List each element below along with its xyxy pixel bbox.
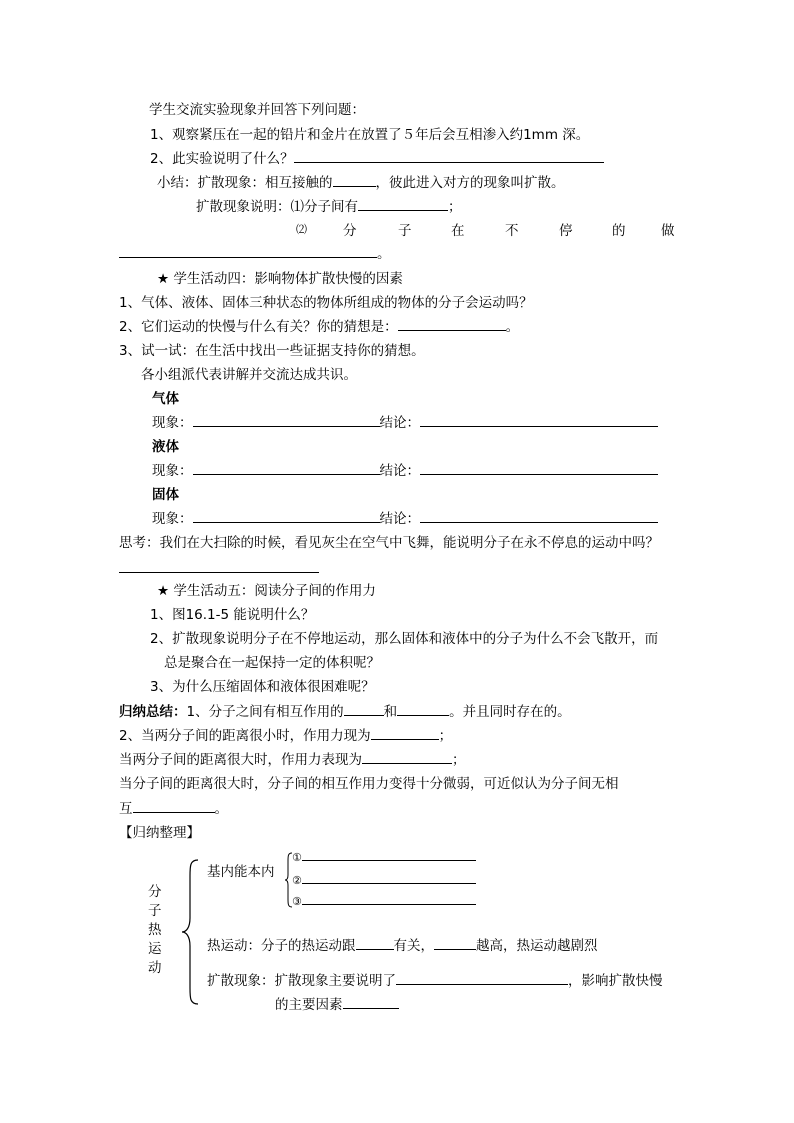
solid-heading: 固体 bbox=[152, 487, 179, 503]
basic-label: 基内能本内 bbox=[207, 864, 275, 880]
solid-row bbox=[152, 510, 658, 528]
summary-5 bbox=[119, 800, 228, 818]
thermal-text-c: 越高，热运动越剧烈 bbox=[476, 938, 598, 954]
interaction-blank[interactable] bbox=[133, 800, 215, 813]
explain-char-3: 在 bbox=[451, 223, 465, 239]
explain-num-2: ⑵ bbox=[296, 223, 307, 236]
summary-1-text-a: 1、分子之间有相互作用的 bbox=[186, 704, 344, 720]
diffusion-blank-1[interactable] bbox=[396, 972, 568, 985]
summary-1 bbox=[119, 703, 571, 721]
activity-4-title: ★ 学生活动四：影响物体扩散快慢的因素 bbox=[157, 271, 403, 287]
explain-char-2: 子 bbox=[398, 223, 412, 239]
num-2: ② bbox=[292, 874, 302, 887]
question-1: 1、观察紧压在一起的铅片和金片在放置了５年后会互相渗入约1mm 深。 bbox=[150, 127, 590, 143]
far-force-blank[interactable] bbox=[362, 751, 452, 764]
organize-title: 【归纳整理】 bbox=[119, 825, 200, 841]
solid-phenomenon-blank[interactable] bbox=[193, 510, 380, 523]
act4-question-3: 3、试一试：在生活中找出一些证据支持你的猜想。 bbox=[119, 343, 425, 359]
explain-char-5: 停 bbox=[559, 223, 573, 239]
root-char-4: 运 bbox=[148, 941, 162, 957]
explain-line-2 bbox=[119, 245, 391, 263]
liquid-conclusion-blank[interactable] bbox=[420, 462, 658, 475]
gas-phenomenon-label: 现象： bbox=[152, 415, 193, 431]
think-question: 思考：我们在大扫除的时候，看见灰尘在空气中飞舞，能说明分子在永不停息的运动中吗？ bbox=[119, 535, 659, 551]
liquid-phenomenon-label: 现象： bbox=[152, 463, 193, 479]
num-3: ③ bbox=[292, 895, 302, 908]
summary-4: 当分子间的距离很大时，分子间的相互作用力变得十分微弱，可近似认为分子间无相 bbox=[119, 776, 619, 792]
summary-2-text-a: 2、当两分子间的距离很小时，作用力现为 bbox=[119, 728, 371, 744]
diffusion-text-c: 的主要因素 bbox=[275, 997, 343, 1013]
solid-conclusion-label: 结论： bbox=[379, 511, 420, 527]
root-char-3: 热 bbox=[148, 922, 162, 938]
liquid-phenomenon-blank[interactable] bbox=[193, 462, 380, 475]
basic-item-2 bbox=[292, 871, 476, 890]
near-force-blank[interactable] bbox=[371, 727, 439, 740]
summary-2 bbox=[119, 727, 452, 745]
root-char-1: 分 bbox=[148, 884, 162, 900]
summary-3-text-b: ； bbox=[452, 752, 466, 768]
act4-q2-text: 2、它们运动的快慢与什么有关？你的猜想是： bbox=[119, 319, 398, 335]
thermal-text-a: 热运动：分子的热运动跟 bbox=[207, 938, 356, 954]
explain-line-1 bbox=[196, 198, 462, 216]
act4-question-1: 1、气体、液体、固体三种状态的物体所组成的物体的分子会运动吗？ bbox=[119, 295, 533, 311]
summary-label: 归纳总结： bbox=[119, 704, 187, 720]
gas-heading: 气体 bbox=[152, 391, 179, 407]
think-blank[interactable] bbox=[119, 560, 319, 573]
gas-row bbox=[152, 414, 658, 432]
summary-1-text-c: 。并且同时存在的。 bbox=[449, 704, 571, 720]
explain-text-a: 扩散现象说明：⑴分子间有 bbox=[196, 199, 358, 215]
liquid-row bbox=[152, 462, 658, 480]
explain-char-1: 分 bbox=[343, 223, 357, 239]
question-2-text: 2、此实验说明了什么？ bbox=[150, 151, 294, 167]
act4-note: 各小组派代表讲解并交流达成共识。 bbox=[141, 367, 357, 383]
intro-text: 学生交流实验现象并回答下列问题： bbox=[149, 102, 365, 118]
diffusion-blank-2[interactable] bbox=[343, 996, 399, 1009]
root-char-2: 子 bbox=[148, 903, 162, 919]
basic-blank-3[interactable] bbox=[302, 892, 476, 905]
thermal-blank-2[interactable] bbox=[434, 937, 476, 950]
force-blank-1[interactable] bbox=[344, 703, 384, 716]
summary-1-text-b: 和 bbox=[383, 704, 398, 720]
act5-question-1: 1、图16.1-5 能说明什么？ bbox=[150, 607, 315, 623]
liquid-conclusion-label: 结论： bbox=[379, 463, 420, 479]
explain-text-b: ； bbox=[448, 199, 462, 215]
thermal-blank-1[interactable] bbox=[356, 937, 394, 950]
summary-3-text-a: 当两分子间的距离很大时，作用力表现为 bbox=[119, 752, 362, 768]
explain-blank-1[interactable] bbox=[358, 198, 448, 211]
explain-char-6: 的 bbox=[612, 223, 626, 239]
gas-phenomenon-blank[interactable] bbox=[193, 414, 380, 427]
thermal-line bbox=[207, 937, 598, 955]
gas-conclusion-blank[interactable] bbox=[420, 414, 658, 427]
activity-5-title: ★ 学生活动五：阅读分子间的作用力 bbox=[157, 583, 376, 599]
basic-blank-2[interactable] bbox=[302, 871, 476, 884]
act5-question-3: 3、为什么压缩固体和液体很困难呢？ bbox=[150, 679, 375, 695]
root-char-5: 动 bbox=[148, 960, 162, 976]
question-2 bbox=[150, 150, 604, 168]
solid-phenomenon-label: 现象： bbox=[152, 511, 193, 527]
explain-blank-2[interactable] bbox=[119, 245, 377, 258]
diffusion-text-a: 扩散现象：扩散现象主要说明了 bbox=[207, 973, 396, 989]
summary-5-text-a: 互 bbox=[119, 801, 133, 817]
summary-blank[interactable] bbox=[333, 174, 376, 187]
act5-question-2a: 2、扩散现象说明分子在不停地运动，那么固体和液体中的分子为什么不会飞散开，而 bbox=[150, 631, 659, 647]
answer-blank[interactable] bbox=[294, 150, 604, 163]
solid-conclusion-blank[interactable] bbox=[420, 510, 658, 523]
act4-question-2 bbox=[119, 318, 519, 336]
gas-conclusion-label: 结论： bbox=[379, 415, 420, 431]
main-brace-icon bbox=[180, 858, 210, 1006]
basic-item-3 bbox=[292, 892, 476, 911]
explain-end: 。 bbox=[377, 246, 391, 262]
explain-char-4: 不 bbox=[505, 223, 519, 239]
diffusion-line-2 bbox=[275, 996, 399, 1014]
diffusion-text-b: ，影响扩散快慢 bbox=[568, 973, 663, 989]
summary-2-text-b: ； bbox=[438, 728, 453, 744]
summary-5-text-b: 。 bbox=[214, 801, 228, 817]
summary-3 bbox=[119, 751, 466, 769]
act4-q2-end: 。 bbox=[505, 319, 520, 335]
summary-text-b: ，彼此进入对方的现象叫扩散。 bbox=[375, 175, 565, 191]
num-1: ① bbox=[292, 851, 302, 864]
explain-char-7: 做 bbox=[661, 223, 675, 239]
act5-question-2b: 总是聚合在一起保持一定的体积呢？ bbox=[164, 655, 380, 671]
diffusion-line bbox=[207, 972, 663, 990]
liquid-heading: 液体 bbox=[152, 439, 179, 455]
summary-text-a: 小结：扩散现象：相互接触的 bbox=[157, 175, 333, 191]
summary-line bbox=[157, 174, 565, 192]
force-blank-2[interactable] bbox=[397, 703, 449, 716]
thermal-text-b: 有关， bbox=[393, 938, 434, 954]
basic-item-1 bbox=[292, 848, 476, 867]
guess-blank[interactable] bbox=[398, 318, 506, 331]
basic-blank-1[interactable] bbox=[302, 848, 476, 861]
